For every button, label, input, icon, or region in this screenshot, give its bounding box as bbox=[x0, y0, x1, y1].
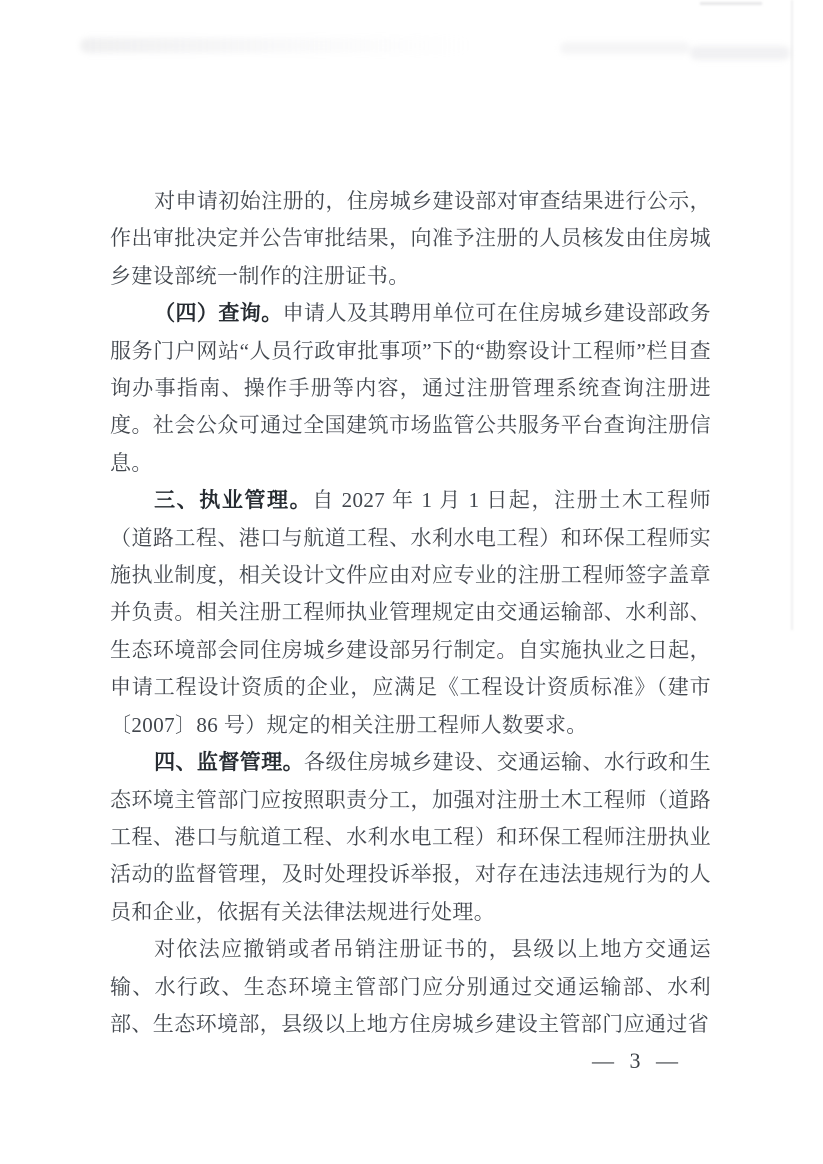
paragraph-lead: 四、监督管理。 bbox=[154, 750, 305, 775]
page-number: — 3 — bbox=[592, 1048, 683, 1073]
document-body bbox=[110, 183, 711, 1043]
paragraph-text: 各级住房城乡建设、交通运输、水行政和生态环境主管部门应按照职责分工，加强对注册土木工程师（道路工程、港口与航道工程、水利水电工程）和环保工程师注册执业活动的监督管理，及时处理投诉举报，对存在违法违规行为的人员和企业，依据有关法律法规进行处理。 bbox=[110, 750, 711, 924]
paragraph bbox=[110, 295, 711, 482]
paragraph bbox=[110, 482, 711, 744]
paragraph bbox=[110, 183, 711, 295]
scan-artifact bbox=[791, 0, 793, 630]
paragraph-text: 自 2027 年 1 月 1 日起，注册土木工程师（道路工程、港口与航道工程、水利水电工程）和环保工程师实施执业制度，相关设计文件应由对应专业的注册工程师签字盖章并负责。相关注册工程师执业管理规定由交通运输部、水利部、生态环境部会同住房城乡建设部另行制定。自实施执业之日起，申请工程设计资质的企业，应满足《工程设计资质标准》（建市〔2007〕86 号）规定的相关注册工程师人数要求。 bbox=[110, 488, 711, 737]
paragraph bbox=[110, 931, 711, 1043]
paragraph-text: 申请人及其聘用单位可在住房城乡建设部政务服务门户网站“人员行政审批事项”下的“勘察设计工程师”栏目查询办事指南、操作手册等内容，通过注册管理系统查询注册进度。社会公众可通过全国建筑市场监管公共服务平台查询注册信息。 bbox=[110, 301, 712, 475]
paragraph-lead: （四）查询。 bbox=[154, 301, 283, 326]
paragraph-text: 对申请初始注册的，住房城乡建设部对审查结果进行公示，作出审批决定并公告审批结果，向准予注册的人员核发由住房城乡建设部统一制作的注册证书。 bbox=[110, 189, 711, 288]
scan-artifact bbox=[560, 42, 690, 54]
paragraph-text: 对依法应撤销或者吊销注册证书的，县级以上地方交通运输、水行政、生态环境主管部门应分别通过交通运输部、水利部、生态环境部，县级以上地方住房城乡建设主管部门应通过省 bbox=[110, 937, 711, 1036]
scan-artifact bbox=[690, 46, 790, 60]
scan-artifact bbox=[80, 38, 470, 53]
scan-artifact bbox=[700, 2, 762, 5]
paragraph bbox=[110, 744, 711, 931]
paragraph-lead: 三、执业管理。 bbox=[154, 488, 313, 513]
